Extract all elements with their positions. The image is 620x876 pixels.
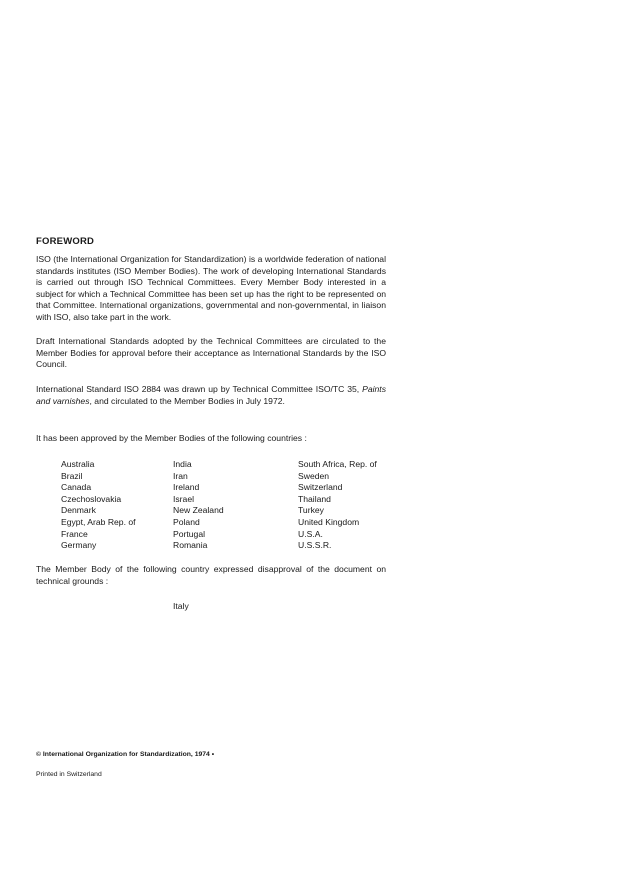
- printed-in-notice: Printed in Switzerland: [36, 771, 102, 778]
- country-item: U.S.S.R.: [298, 540, 332, 551]
- standard-text-pre: International Standard ISO 2884 was drawn up by Technical Committee ISO/TC 35,: [36, 384, 363, 394]
- foreword-paragraph-approval: It has been approved by the Member Bodies of the following countries :: [36, 433, 307, 443]
- disapproving-country: Italy: [173, 601, 189, 611]
- country-item: Poland: [173, 516, 200, 527]
- country-item: Brazil: [61, 470, 83, 481]
- countries-column-1: [61, 459, 136, 552]
- country-item: South Africa, Rep. of: [298, 459, 377, 469]
- country-item: United Kingdom: [298, 516, 360, 527]
- country-item: Australia: [61, 459, 95, 469]
- country-item: Portugal: [173, 528, 206, 539]
- country-item: Romania: [173, 540, 208, 551]
- committee-title: Paints and varnishes: [36, 384, 386, 406]
- copyright-notice: © International Organization for Standardization, 1974 •: [36, 751, 215, 758]
- country-item: Turkey: [298, 505, 324, 516]
- country-item: Canada: [61, 482, 92, 493]
- country-item: France: [61, 528, 88, 539]
- country-item: Ireland: [173, 482, 200, 493]
- countries-column-2: [173, 459, 224, 552]
- standard-text-post: , and circulated to the Member Bodies in July 1972.: [89, 395, 285, 406]
- foreword-paragraph-standard: [36, 384, 386, 407]
- foreword-paragraph-drafts: Draft International Standards adopted by the Technical Committees are circulated to the Member Bodies for approval before their acceptance as International Standards by the ISO Council.: [36, 336, 386, 370]
- country-item: Egypt, Arab Rep. of: [61, 516, 136, 527]
- country-item: Switzerland: [298, 482, 343, 493]
- country-item: Israel: [173, 493, 195, 504]
- foreword-paragraph-disapproval: The Member Body of the following country expressed disapproval of the document on technical grounds :: [36, 564, 386, 586]
- country-item: Thailand: [298, 493, 331, 504]
- country-item: New Zealand: [173, 505, 224, 516]
- country-item: Iran: [173, 470, 188, 481]
- country-item: India: [173, 459, 192, 469]
- countries-column-3: [298, 459, 377, 552]
- country-item: Czechoslovakia: [61, 493, 122, 504]
- country-item: Germany: [61, 540, 97, 551]
- country-item: Denmark: [61, 505, 96, 516]
- page-heading: FOREWORD: [36, 236, 95, 247]
- foreword-paragraph-iso: ISO (the International Organization for Standardization) is a worldwide federation of national standards institutes (ISO Member Bodies). The work of developing International Standards is carried out through ISO Technical Committees. Every Member Body interested in a subject for which a Technical Committee has been set up has the right to be represented on that Committee. International organizations, governmental and non-governmental, in liaison with ISO, also take part in the work.: [36, 254, 386, 322]
- country-item: U.S.A.: [298, 528, 323, 539]
- country-item: Sweden: [298, 470, 330, 481]
